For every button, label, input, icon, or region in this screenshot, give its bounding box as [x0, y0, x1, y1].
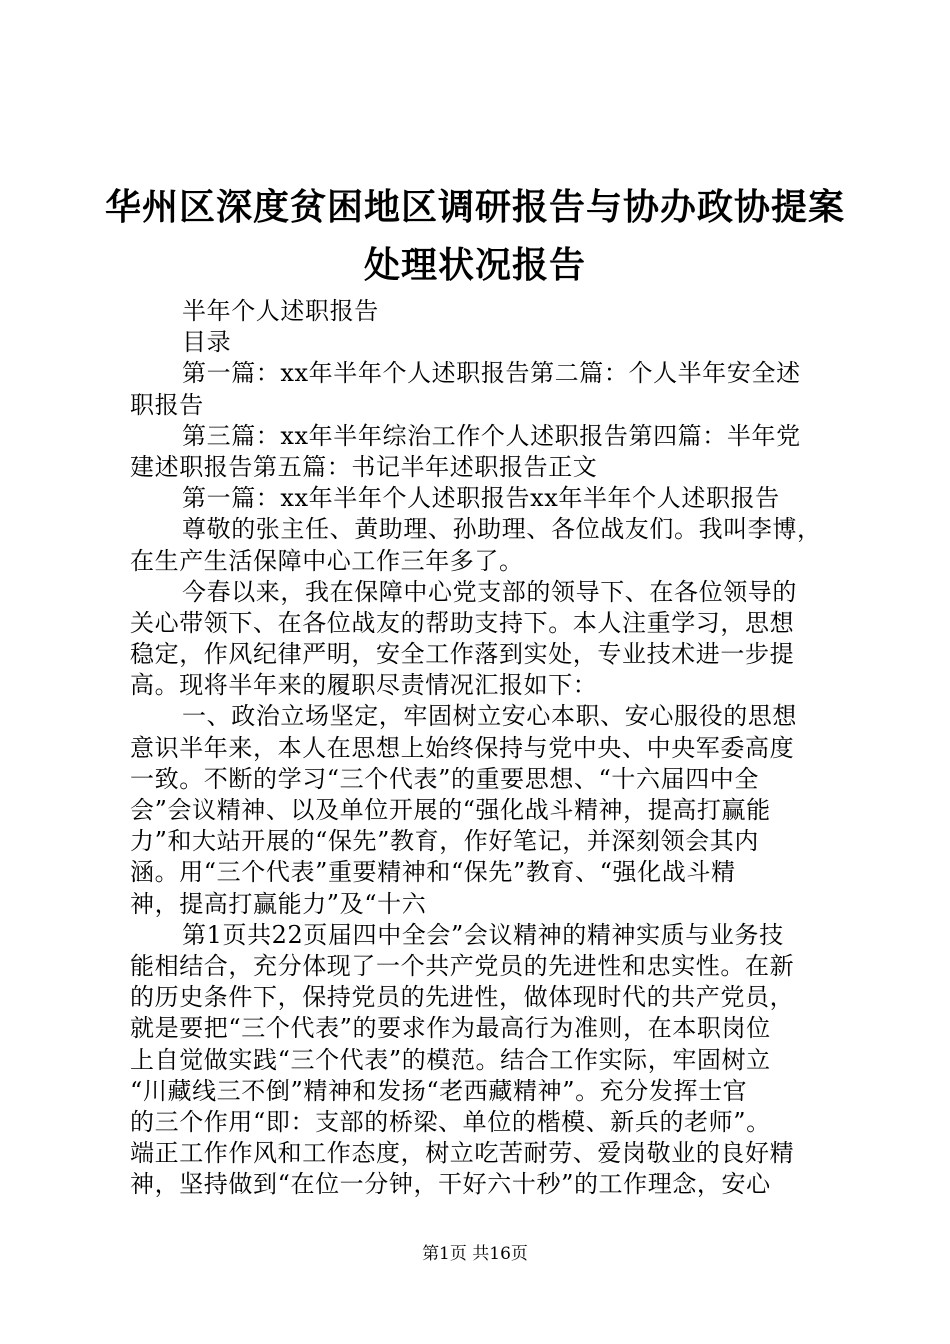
document-title-line-2: 处理状况报告 [363, 245, 586, 286]
body-line: 能相结合，充分体现了一个共产党员的先进性和忠实性。在新 [130, 951, 795, 980]
body-line: 的三个作用“即：支部的桥梁、单位的楷模、新兵的老师”。 [130, 1107, 771, 1136]
body-line: 目录 [182, 328, 232, 357]
body-line: 建述职报告第五篇：书记半年述职报告正文 [130, 452, 598, 481]
body-line: 会”会议精神、以及单位开展的“强化战斗精神，提高打赢能 [130, 796, 771, 824]
body-line: 就是要把“三个代表”的要求作为最高行为准则，在本职岗位 [130, 1014, 771, 1043]
body-line: 一致。不断的学习“三个代表”的重要思想、“十六届四中全 [130, 764, 760, 793]
body-line: 涵。用“三个代表”重要精神和“保先”教育、“强化战斗精 [130, 858, 736, 887]
body-line: 第一篇：xx年半年个人述职报告第二篇：个人半年安全述 [182, 359, 801, 388]
body-line: 第一篇：xx年半年个人述职报告xx年半年个人述职报告 [182, 484, 780, 513]
page-footer: 第1页 共16页 [422, 1244, 528, 1264]
body-line: “川藏线三不倒”精神和发扬“老西藏精神”。充分发挥士官 [130, 1076, 748, 1105]
body-line: 在生产生活保障中心工作三年多了。 [130, 546, 524, 575]
body-line: 一、政治立场坚定，牢固树立安心本职、安心服役的思想 [182, 702, 797, 731]
document-title-line-1: 华州区深度贫困地区调研报告与协办政协提案 [104, 187, 845, 228]
body-line: 上自觉做实践“三个代表”的模范。结合工作实际，牢固树立 [130, 1045, 771, 1074]
body-line: 第1页共22页届四中全会”会议精神的精神实质与业务技 [182, 920, 784, 949]
body-line: 关心带领下、在各位战友的帮助支持下。本人注重学习，思想 [130, 608, 795, 637]
body-line: 第三篇：xx年半年综治工作个人述职报告第四篇：半年党 [182, 421, 801, 450]
body-line: 职报告 [130, 390, 204, 419]
body-line: 稳定，作风纪律严明，安全工作落到实处，专业技术进一步提 [130, 640, 795, 669]
body-line: 意识半年来，本人在思想上始终保持与党中央、中央军委高度 [130, 733, 795, 762]
body-line: 尊敬的张主任、黄助理、孙助理、各位战友们。我叫李博， [182, 515, 822, 544]
body-line: 端正工作作风和工作态度，树立吃苦耐劳、爱岗敬业的良好精 [130, 1139, 795, 1168]
body-line: 神，坚持做到“在位一分钟，干好六十秒”的工作理念，安心 [130, 1170, 771, 1199]
body-line: 半年个人述职报告 [182, 297, 379, 325]
document-body [130, 296, 830, 1200]
body-line: 力”和大站开展的“保先”教育，作好笔记，并深刻领会其内 [130, 827, 760, 856]
body-line: 神，提高打赢能力”及“十六 [130, 889, 427, 918]
body-line: 高。现将半年来的履职尽责情况汇报如下： [130, 671, 598, 700]
body-line: 今春以来，我在保障中心党支部的领导下、在各位领导的 [182, 577, 797, 606]
body-line: 的历史条件下，保持党员的先进性，做体现时代的共产党员， [130, 983, 795, 1012]
